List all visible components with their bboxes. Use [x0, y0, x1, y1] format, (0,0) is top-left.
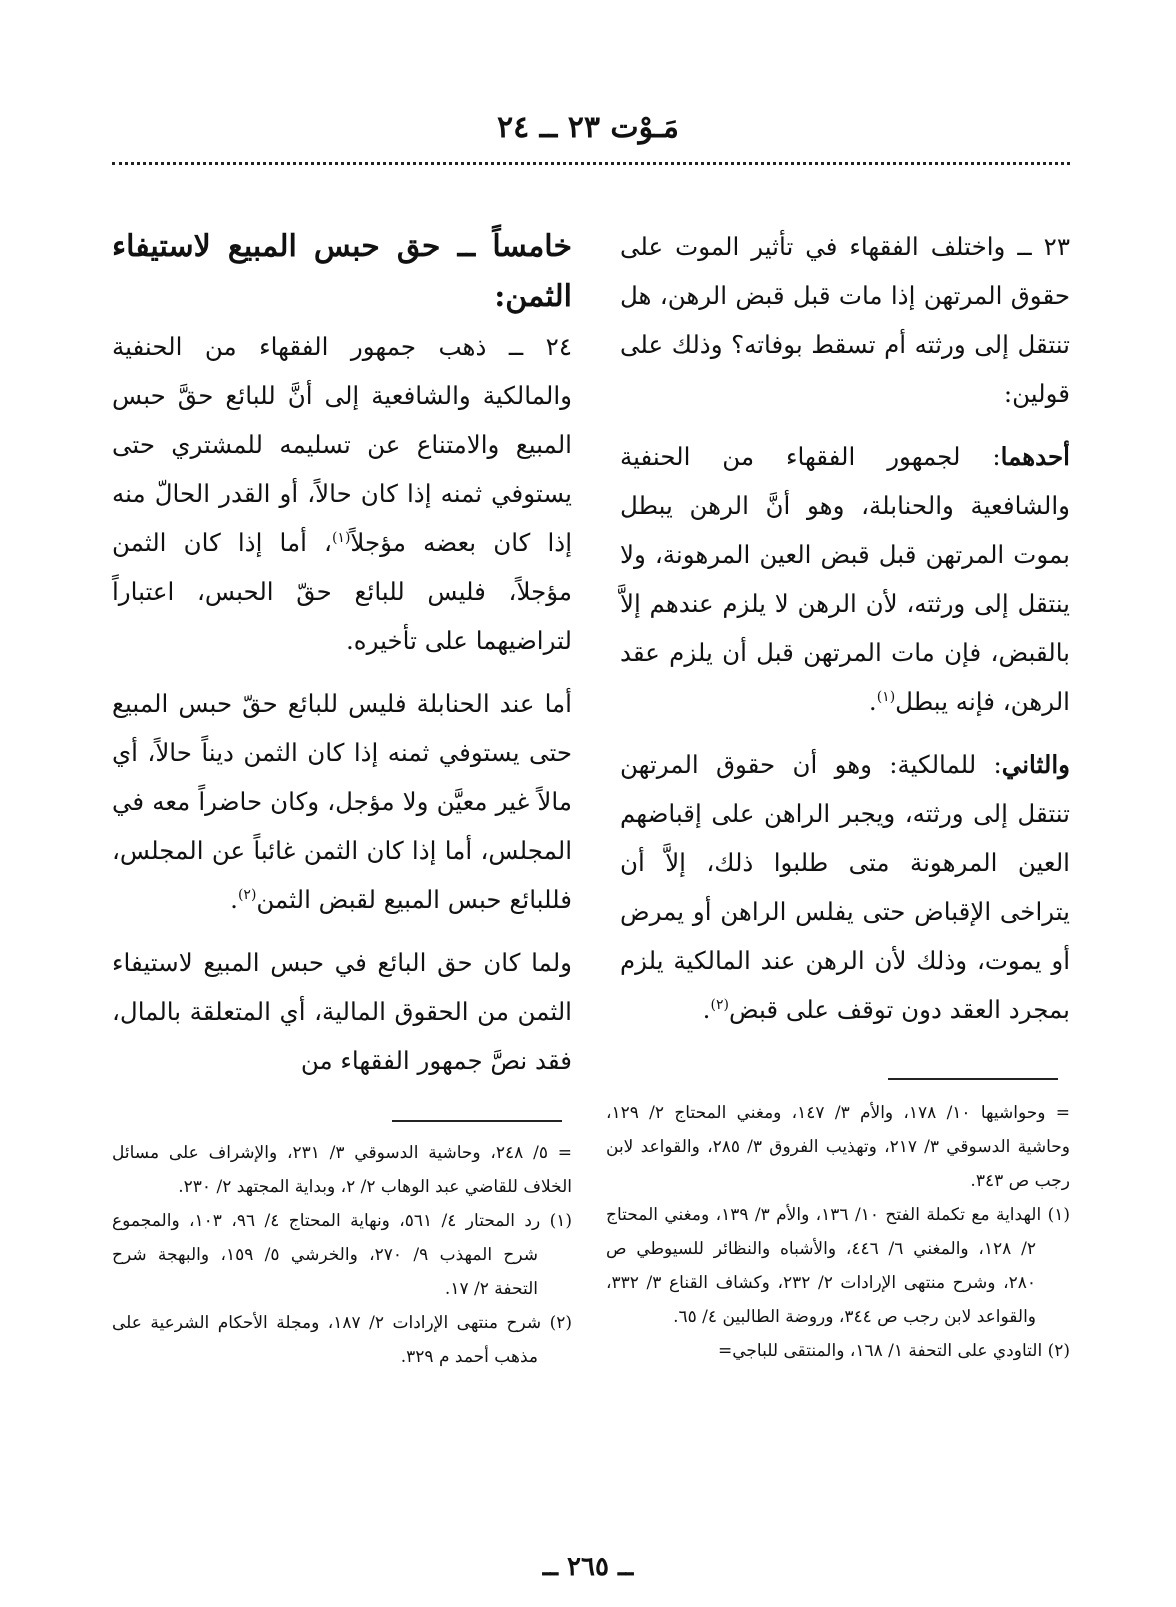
period: .: [868, 687, 877, 716]
opinion-first: [620, 432, 1070, 726]
footnote-ref: (١): [331, 529, 351, 546]
opinion-second-lead: والثاني: [1001, 750, 1070, 779]
opinion-first-text: : لجمهور الفقهاء من الحنفية والشافعية والحنابلة، وهو أنَّ الرهن يبطل بموت المرتهن قبل قبض العين المرهونة، ولا ينتقل إلى ورثته، لأن الرهن لا يلزم عندهم إلاَّ بالقبض، فإن مات المرتهن قبل أن يلزم عقد الرهن، فإنه يبطل: [620, 442, 1070, 716]
footnote-continuation: = وحواشيها ١٠/ ١٧٨، والأم ٣/ ١٤٧، ومغني المحتاج ٢/ ١٢٩، وحاشية الدسوقي ٣/ ٢١٧، وتهذيب الفروق ٣/ ٢٨٥، والقواعد لابن رجب ص ٣٤٣.: [606, 1103, 1070, 1191]
period: .: [702, 995, 711, 1024]
paragraph-24: [112, 322, 572, 665]
footnote-2: (٢) شرح منتهى الإرادات ٢/ ١٨٧، ومجلة الأحكام الشرعية على مذهب أحمد م ٣٢٩.: [112, 1313, 572, 1367]
hanbali-paragraph: [112, 679, 572, 924]
paragraph-23: ٢٣ ــ واختلف الفقهاء في تأثير الموت على حقوق المرتهن إذا مات قبل قبض الرهن، هل تنتقل إلى ورثته أم تسقط بوفاته؟ وذلك على قولين:: [620, 232, 1070, 408]
opinion-first-lead: أحدهما: [1000, 442, 1070, 471]
footnotes-right: [606, 1096, 1070, 1368]
footnote-ref: (٢): [710, 996, 729, 1013]
footnote-2: (٢) التاودي على التحفة ١/ ١٦٨، والمنتقى للباجي=: [718, 1341, 1070, 1361]
paragraph-24-text-b: ، أما إذا كان الثمن مؤجلاً، فليس للبائع حقّ الحبس، اعتباراً لتراضيهما على تأخيره.: [112, 528, 572, 655]
header-dotted-rule: [112, 162, 1070, 165]
period: .: [230, 885, 238, 914]
footnote-separator-right: [888, 1078, 1058, 1080]
section-title: خامساً ــ حق حبس المبيع لاستيفاء الثمن:: [112, 229, 572, 314]
opinion-second-text: : للمالكية: وهو أن حقوق المرتهن تنتقل إلى ورثته، ويجبر الراهن على إقباضهم العين المرهونة متى طلبوا ذلك، إلاَّ أن يتراخى الإقباض حتى يفلس الراهن أو يمرض أو يموت، وذلك لأن الرهن عند المالكية يلزم بمجرد العقد دون توقف على قبض: [620, 750, 1070, 1024]
footnote-ref: (١): [876, 688, 896, 705]
opinion-second: [620, 740, 1070, 1034]
footnote-continuation: = ٥/ ٢٤٨، وحاشية الدسوقي ٣/ ٢٣١، والإشراف على مسائل الخلاف للقاضي عبد الوهاب ٢/ ٢، وبداية المجتهد ٢/ ٢٣٠.: [112, 1143, 572, 1197]
footnote-separator-left: [392, 1120, 562, 1122]
footnote-1: (١) رد المحتار ٤/ ٥٦١، ونهاية المحتاج ٤/ ٩٦، ١٠٣، والمجموع شرح المهذب ٩/ ٢٧٠، والخرشي ٥/ ١٥٩، والبهجة شرح التحفة ٢/ ١٧.: [112, 1211, 572, 1299]
hanbali-text: أما عند الحنابلة فليس للبائع حقّ حبس المبيع حتى يستوفي ثمنه إذا كان الثمن ديناً حالاً، أي مالاً غير معيَّن ولا مؤجل، وكان حاضراً معه في المجلس، أما إذا كان الثمن غائباً عن المجلس، فللبائع حبس المبيع لقبض الثمن: [112, 689, 572, 914]
left-column: [112, 222, 572, 1085]
paragraph-24-text-a: ٢٤ ــ ذهب جمهور الفقهاء من الحنفية والمالكية والشافعية إلى أنَّ للبائع حقَّ حبس المبيع والامتناع عن تسليمه للمشتري حتى يستوفي ثمنه إذا كان حالاً، أو القدر الحالّ منه إذا كان بعضه مؤجلاً: [112, 332, 572, 557]
footnotes-left: [112, 1136, 572, 1374]
footnote-ref: (٢): [237, 886, 257, 903]
running-header: مَـوْت ٢٣ ــ ٢٤: [497, 110, 679, 145]
footnote-1: (١) الهداية مع تكملة الفتح ١٠/ ١٣٦، والأم ٣/ ١٣٩، ومغني المحتاج ٢/ ١٢٨، والمغني ٦/ ٤٤٦، والأشباه والنظائر للسيوطي ص ٢٨٠، وشرح منتهى الإرادات ٢/ ٢٣٢، وكشاف القناع ٣/ ٣٣٢، والقواعد لابن رجب ص ٣٤٤، وروضة الطالبين ٤/ ٦٥.: [606, 1205, 1070, 1327]
right-column: [620, 222, 1070, 1034]
continuation-paragraph: ولما كان حق البائع في حبس المبيع لاستيفاء الثمن من الحقوق المالية، أي المتعلقة بالمال، فقد نصَّ جمهور الفقهاء من: [112, 948, 572, 1075]
page-number: ــ ٢٦٥ ــ: [542, 1552, 634, 1582]
